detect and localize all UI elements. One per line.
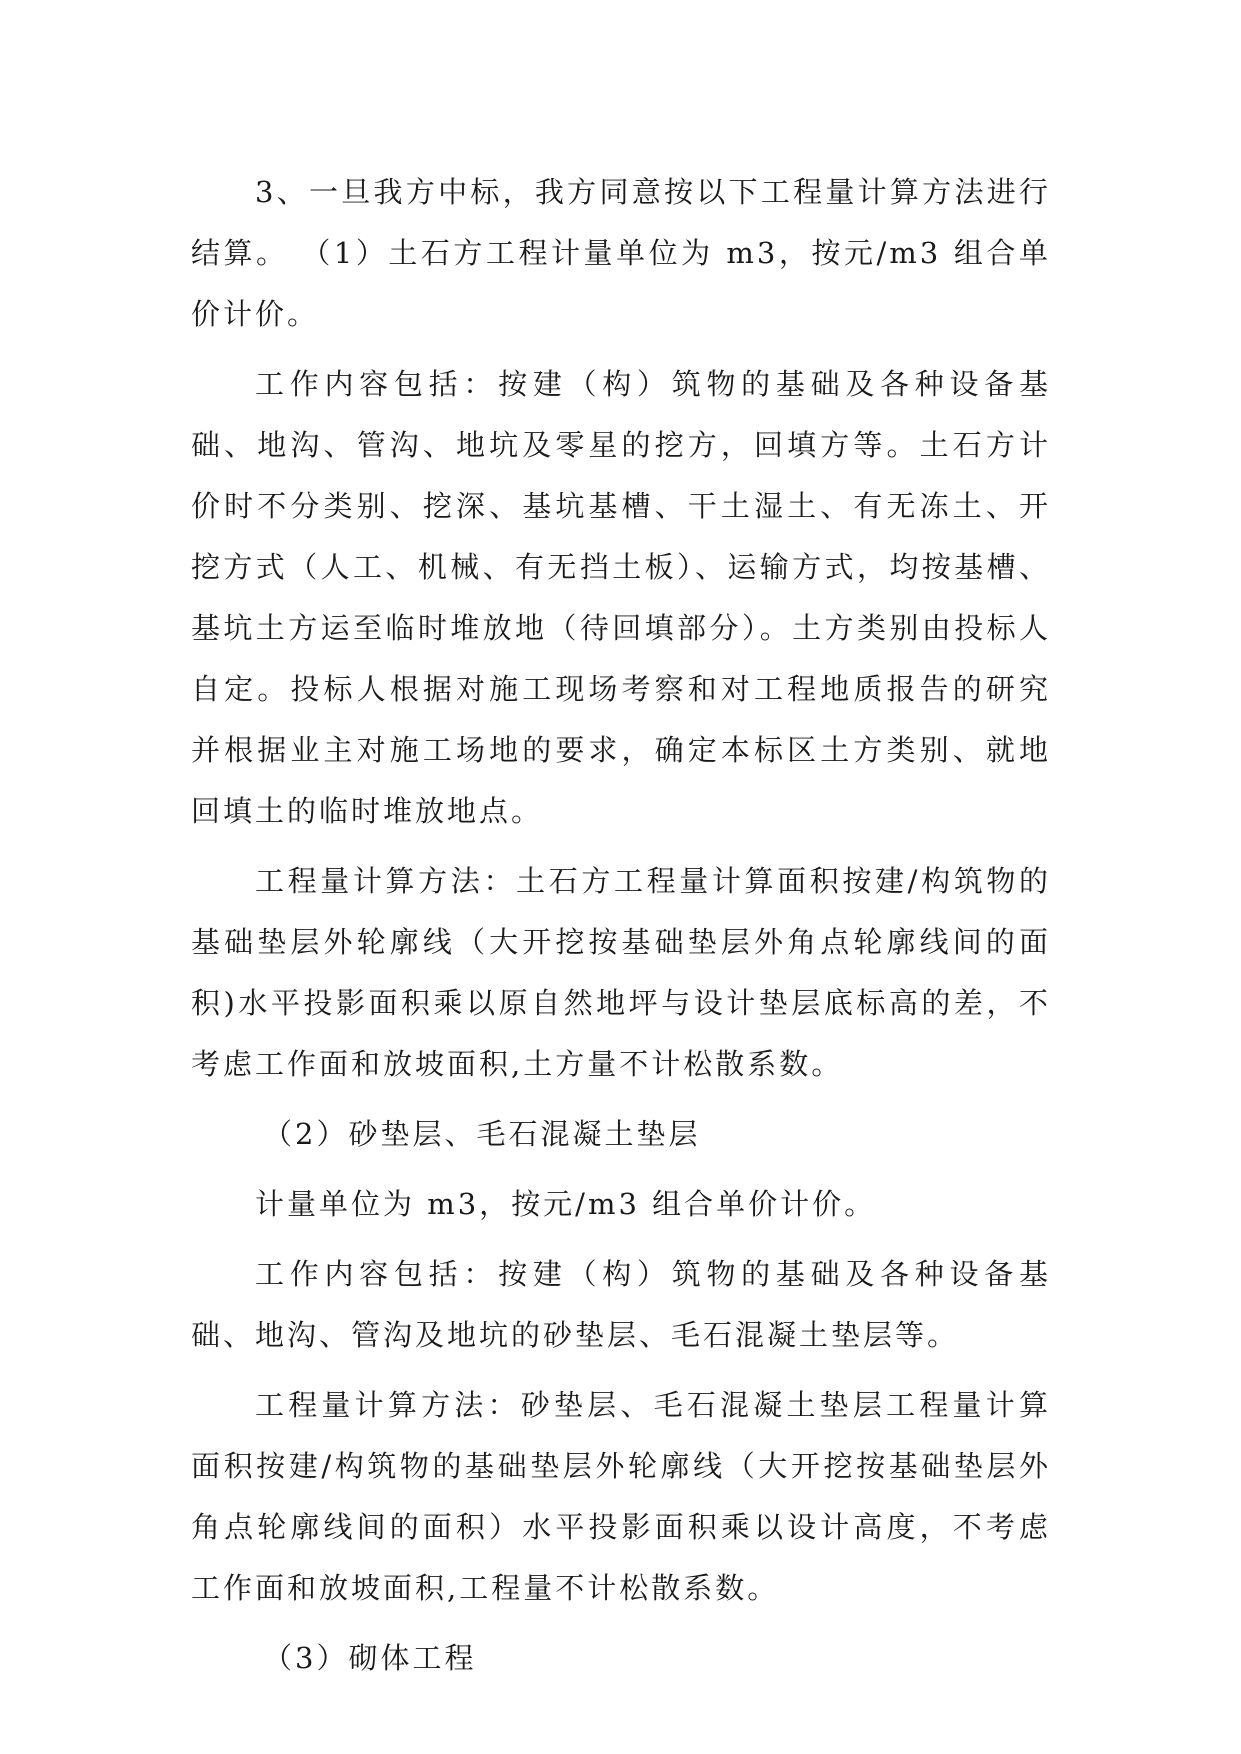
paragraph-intro: 3、一旦我方中标，我方同意按以下工程量计算方法进行结算。 （1）土石方工程计量单位为 m3，按元/m3 组合单价计价。 <box>191 175 1051 331</box>
paragraph-sand-method: 工程量计算方法：砂垫层、毛石混凝土垫层工程量计算面积按建/构筑物的基础垫层外轮廓线（大开挖按基础垫层外角点轮廓线间的面积）水平投影面积乘以设计高度，不考虑工作面和放坡面积,工程量不计松散系数。 <box>191 1388 1051 1605</box>
paragraph-sand-unit: 计量单位为 m3，按元/m3 组合单价计价。 <box>255 1187 877 1221</box>
heading-masonry: （3）砌体工程 <box>263 1641 477 1675</box>
heading-sand-cushion: （2）砂垫层、毛石混凝土垫层 <box>263 1117 701 1151</box>
paragraph-earthwork-method: 工程量计算方法：土石方工程量计算面积按建/构筑物的基础垫层外轮廓线（大开挖按基础垫层外角点轮廓线间的面积)水平投影面积乘以原自然地坪与设计垫层底标高的差，不考虑工作面和放坡面积,土方量不计松散系数。 <box>191 864 1051 1081</box>
paragraph-sand-scope: 工作内容包括：按建（构）筑物的基础及各种设备基础、地沟、管沟及地坑的砂垫层、毛石混凝土垫层等。 <box>191 1257 1051 1352</box>
paragraph-earthwork-scope: 工作内容包括：按建（构）筑物的基础及各种设备基础、地沟、管沟、地坑及零星的挖方，回填方等。土石方计价时不分类别、挖深、基坑基槽、干土湿土、有无冻土、开挖方式（人工、机械、有无挡土板）、运输方式，均按基槽、基坑土方运至临时堆放地（待回填部分）。土方类别由投标人自定。投标人根据对施工现场考察和对工程地质报告的研究并根据业主对施工场地的要求，确定本标区土方类别、就地回填土的临时堆放地点。 <box>191 367 1051 828</box>
document-page <box>191 162 1051 1689</box>
